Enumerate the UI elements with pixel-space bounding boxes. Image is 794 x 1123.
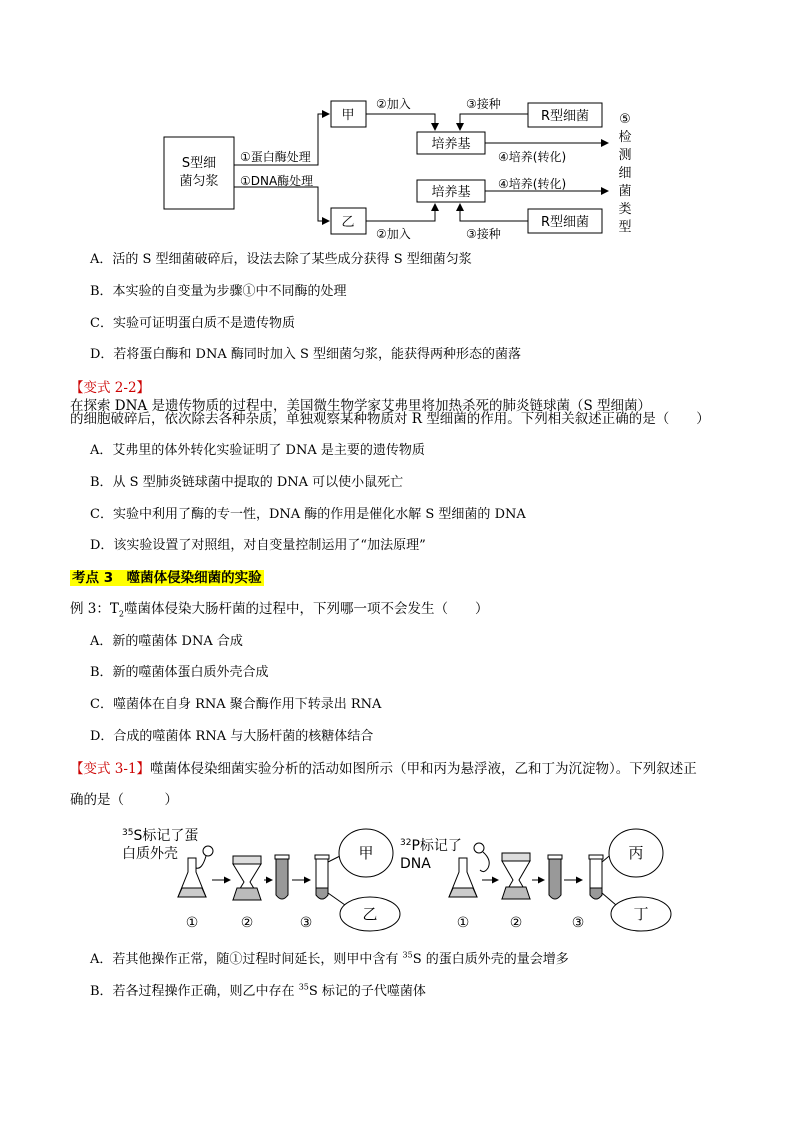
q31-stem-line1: 噬菌体侵染细菌实验分析的活动如图所示（甲和丙为悬浮液，乙和丁为沉淀物）。下列叙述正 <box>150 761 697 777</box>
right-tube-1 <box>548 855 562 899</box>
right-blender <box>502 853 530 899</box>
phage-experiment-diagram <box>110 820 680 935</box>
q2-option-d: D．若将蛋白酶和 DNA 酶同时加入 S 型细菌匀浆，能获得两种形态的菌落 <box>90 347 522 362</box>
medium-top-label: 培养基 <box>431 137 471 152</box>
step-num: ① <box>456 915 470 931</box>
s35-label-line2: 白质外壳 <box>122 846 178 862</box>
q31-b-post: S 标记的子代噬菌体 <box>308 984 426 999</box>
arrow-r-medium-top <box>460 114 528 130</box>
yi-label: 乙 <box>341 215 355 230</box>
q31-b-sup: 35 <box>298 982 309 992</box>
ex3-option-a: A．新的噬菌体 DNA 合成 <box>90 634 243 649</box>
detect-char: 测 <box>618 148 632 163</box>
q22-tag: 【变式 2-2】 <box>70 380 151 396</box>
arrow-r-medium-bottom <box>460 204 528 221</box>
medium-bottom-label: 培养基 <box>431 185 471 200</box>
step-num: ② <box>509 915 523 931</box>
yi-label-2: 乙 <box>362 905 378 923</box>
q2-option-a: A．活的 S 型细菌破碎后，设法去除了某些成分获得 S 型细菌匀浆 <box>90 252 472 267</box>
q2-option-b: B．本实验的自变量为步骤①中不同酶的处理 <box>90 284 347 299</box>
inoculate-top-label: ③接种 <box>466 97 501 111</box>
left-tube-2 <box>315 855 329 899</box>
q31-b-pre: B．若各过程操作正确，则乙中存在 <box>90 984 299 999</box>
detect-char: ⑤ <box>619 112 631 127</box>
q31-a-sup: 35 <box>402 950 413 960</box>
step-num: ③ <box>299 915 313 931</box>
step-num: ③ <box>571 915 585 931</box>
q31-tag: 【变式 3-1】 <box>70 761 151 777</box>
p32-sup: 32 <box>400 838 412 848</box>
ex3-prefix: 例 3：T <box>70 601 119 617</box>
detect-char: 菌 <box>618 184 632 199</box>
q22-option-d: D．该实验设置了对照组，对自变量控制运用了“加法原理” <box>90 538 426 553</box>
ex3-sub: 2 <box>118 609 124 619</box>
p32-label-line1 <box>400 837 462 854</box>
q31-option-a <box>90 951 569 969</box>
detect-char: 型 <box>618 220 632 235</box>
ding-label: 丁 <box>633 905 649 923</box>
s-homogenate-label-1: S型细 <box>181 156 217 171</box>
section-heading-text: 考点 3 噬菌体侵染细菌的实验 <box>72 570 262 586</box>
s35-text-1: S标记了蛋 <box>133 828 199 844</box>
q22-option-b: B．从 S 型肺炎链球菌中提取的 DNA 可以使小鼠死亡 <box>90 475 404 490</box>
r-top-label: R型细菌 <box>540 109 590 124</box>
dnase-label: ①DNA酶处理 <box>240 174 314 188</box>
left-flask <box>178 846 213 897</box>
ex3-option-c: C．噬菌体在自身 RNA 聚合酶作用下转录出 RNA <box>90 697 382 712</box>
protease-label: ①蛋白酶处理 <box>240 150 311 164</box>
q31-a-post: S 的蛋白质外壳的量会增多 <box>412 952 569 967</box>
q31-a-pre: A．若其他操作正常，随①过程时间延长，则甲中含有 <box>90 952 403 967</box>
q2-option-c: C．实验可证明蛋白质不是遗传物质 <box>90 316 295 331</box>
detect-char: 细 <box>618 166 632 181</box>
culture-top-label: ④培养(转化) <box>498 150 567 164</box>
arrow-to-yi <box>234 187 329 221</box>
add-bottom-label: ②加入 <box>376 227 411 241</box>
arrow-jia-medium <box>366 114 435 130</box>
s-homogenate-box <box>164 137 234 209</box>
q22-stem-2: 的细胞破碎后，依次除去各种杂质，单独观察某种物质对 R 型细菌的作用。下列相关叙述正确的是（ ） <box>70 411 710 427</box>
detect-char: 类 <box>618 202 632 217</box>
p32-text-1: P标记了 <box>411 838 462 854</box>
arrow-yi-medium <box>366 204 435 221</box>
step-num: ② <box>240 915 254 931</box>
ex3-option-d: D．合成的噬菌体 RNA 与大肠杆菌的核糖体结合 <box>90 729 374 744</box>
ex3-stem-text: 噬菌体侵染大肠杆菌的过程中，下列哪一项不会发生（ ） <box>123 601 489 617</box>
q31-stem <box>70 760 730 778</box>
step-num: ① <box>185 915 199 931</box>
s-homogenate-label-2: 菌匀浆 <box>179 174 219 189</box>
p32-label-line2: DNA <box>400 856 431 872</box>
jia-label-2: 甲 <box>358 844 374 862</box>
q31-stem-2: 确的是（ ） <box>70 792 178 808</box>
s35-label-line1 <box>122 827 198 844</box>
detect-type-label <box>618 112 631 235</box>
inoculate-bottom-label: ③接种 <box>466 227 501 241</box>
ex3-stem <box>70 600 730 618</box>
left-blender <box>233 856 261 900</box>
left-tube-1 <box>275 855 289 899</box>
q31-option-b <box>90 983 426 1001</box>
add-top-label: ②加入 <box>376 97 411 111</box>
q22-option-a: A．艾弗里的体外转化实验证明了 DNA 是主要的遗传物质 <box>90 443 425 458</box>
s35-sup: 35 <box>122 828 134 838</box>
q22-stem-line1: 在探索 DNA 是遗传物质的过程中，美国微生物学家艾弗里将加热杀死的肺炎链球菌（S 型细菌） <box>70 398 652 414</box>
ex3-option-b: B．新的噬菌体蛋白质外壳合成 <box>90 665 269 680</box>
jia-label: 甲 <box>341 108 355 123</box>
right-tube-2 <box>589 855 603 899</box>
detect-char: 检 <box>618 130 632 145</box>
culture-bottom-label: ④培养(转化) <box>498 177 567 191</box>
avery-experiment-diagram <box>150 90 650 242</box>
r-bottom-label: R型细菌 <box>540 215 590 230</box>
bing-label: 丙 <box>628 844 644 862</box>
section-heading <box>70 569 730 587</box>
q22-option-c: C．实验中利用了酶的专一性，DNA 酶的作用是催化水解 S 型细菌的 DNA <box>90 507 526 522</box>
